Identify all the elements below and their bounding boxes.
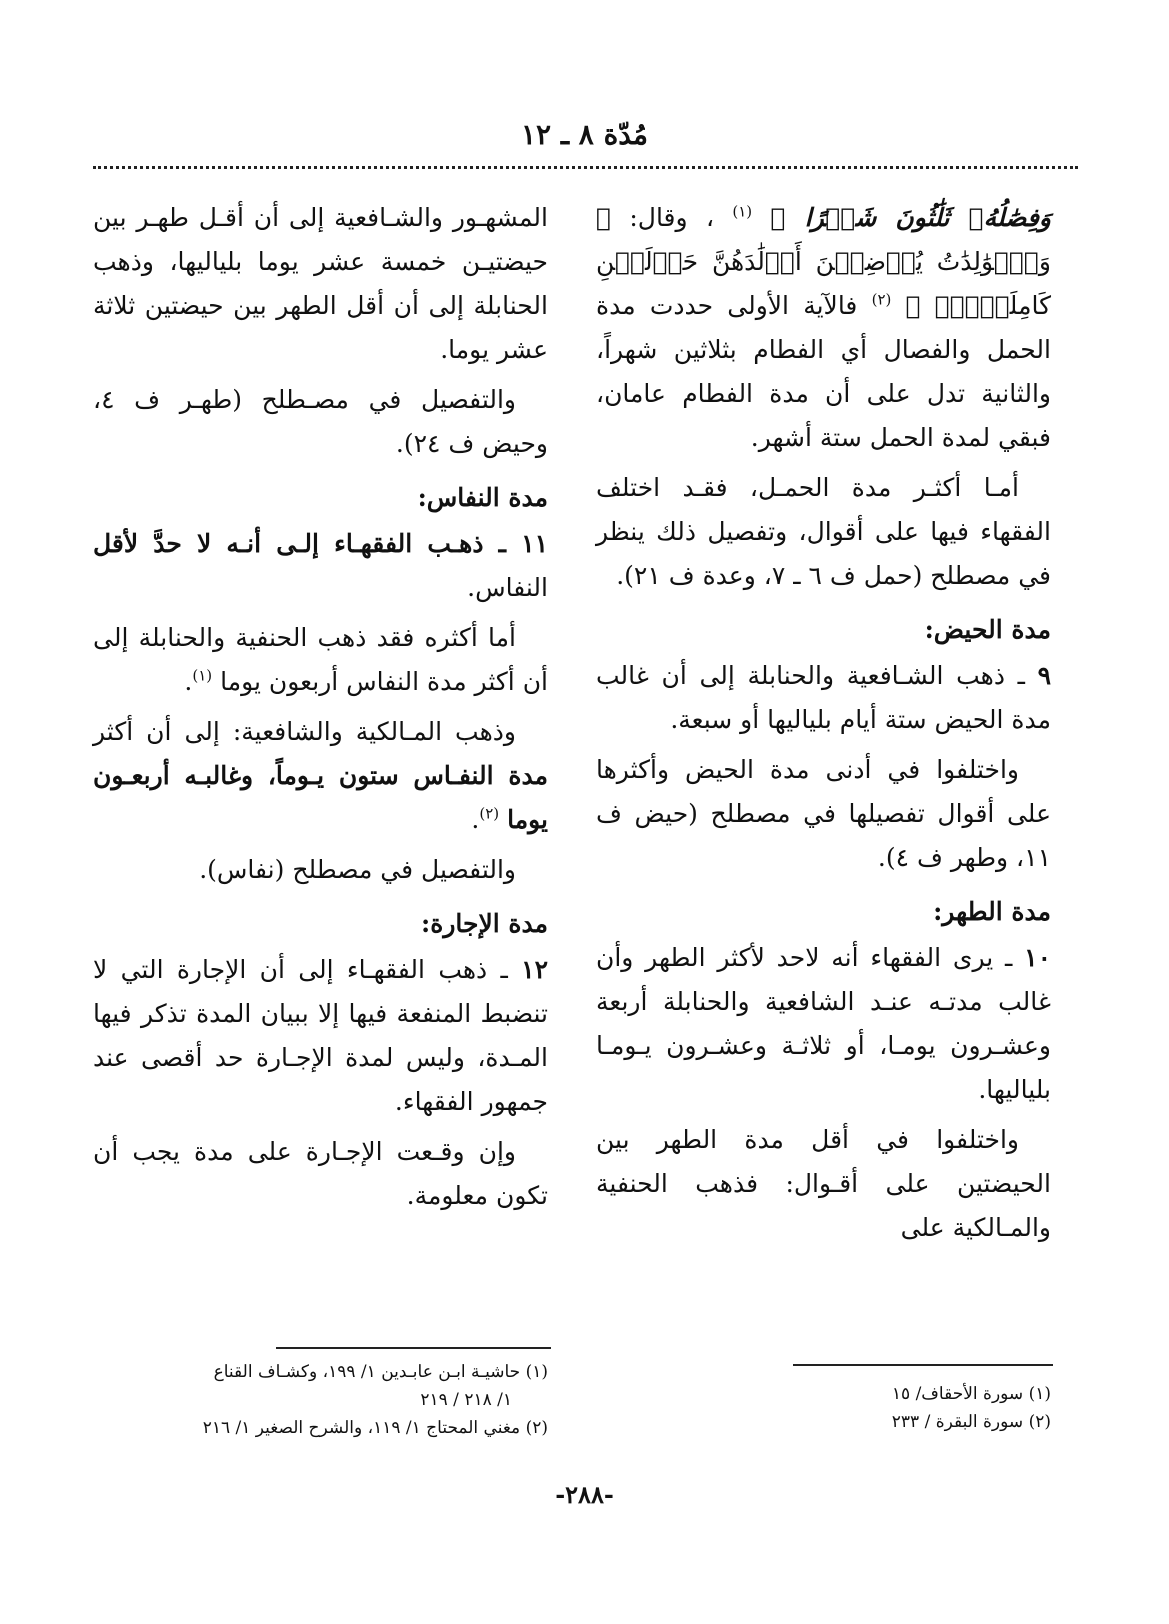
paragraph-text [93, 616, 548, 704]
paragraph-text: وإن وقـعت الإجـارة على مدة يجب أن تكون معلومة. [93, 1137, 548, 1210]
left-column [93, 196, 548, 1224]
paragraph-text: أمـا أكثـر مدة الحمـل، فقـد اختلف الفقهاء فيها على أقوال، وتفصيل ذلك ينظر في مصطلح (حمل ف ٦ ـ ٧، وعدة ف ٢١). [596, 473, 1051, 590]
section-heading-hayd: مدة الحيض: [924, 615, 1051, 644]
footnote-item-continuation: ١/ ٢١٨ / ٢١٩ [420, 1390, 512, 1410]
paragraph-text: . [184, 667, 193, 696]
paragraph-quran-verses [596, 196, 1051, 460]
paragraph-text: النفاس. [467, 573, 548, 602]
numbered-paragraph [596, 936, 1051, 1112]
paragraph-text: مدة النفـاس ستون يـوماً، وغالبـه أربعـون يوما [93, 761, 548, 834]
paragraph-text: واختلفوا في أقل مدة الطهر بين الحيضتين على أقـوال: فذهب الحنفية والمـالكية على [596, 1125, 1051, 1242]
footnote-item: (١) حاشيـة ابـن عابـدين ١/ ١٩٩، وكشـاف القناع [213, 1362, 548, 1382]
paragraph-text: فالآية الأولى حددت مدة الحمل والفصال أي الفطام بثلاثين شهراً، والثانية تدل على أن مدة الفطام عامان، فبقي لمدة الحمل ستة أشهر. [596, 291, 1051, 452]
page-header-title: مُدّة ٨ ـ ١٢ [521, 118, 648, 151]
margin-speck [1136, 146, 1144, 150]
paragraph-text: واختلفوا في أدنى مدة الحيض وأكثرها على أقوال تفصيلها في مصطلح (حيض ف ١١، وطهر ف ٤). [596, 755, 1051, 872]
footnote-ref: (١) [192, 666, 213, 685]
paragraph-text [93, 710, 548, 842]
paragraph-text: أما أكثره فقد ذهب الحنفية والحنابلة إلى أن أكثر مدة النفاس أربعون يوما [93, 623, 548, 696]
paragraph-text: . [471, 805, 480, 834]
footnotes-left [93, 1358, 548, 1442]
page-number: -٢٨٨- [555, 1480, 614, 1509]
footnote-ref: (١) [732, 202, 753, 221]
paragraph-text: والتفصيل في مصـطلح (طهـر ف ٤، وحيض ف ٢٤). [93, 385, 548, 458]
header-dotted-rule [93, 166, 1078, 169]
section-heading-ijara: مدة الإجارة: [421, 909, 548, 938]
numbered-paragraph [93, 522, 548, 610]
paragraph-number: ١٠ [1024, 943, 1051, 972]
section-heading-nifas: مدة النفاس: [417, 483, 548, 512]
paragraph-number: ١١ [521, 529, 548, 558]
section-heading-tuhr: مدة الطهر: [933, 897, 1051, 926]
footnote-item: (١) سورة الأحقاف/ ١٥ [891, 1384, 1051, 1404]
paragraph-text: ـ يرى الفقهاء أنه لاحد لأكثر الطهر وأن غالب مدتـه عنـد الشافعية والحنابلة أربعة وعشـرون يومـا، أو ثلاثـة وعشـرون يـومـا بلياليها. [596, 943, 1051, 1104]
right-column [596, 196, 1051, 1256]
paragraph-text: وذهب المـالكية والشافعية: إلى أن أكثر [93, 717, 516, 746]
numbered-paragraph [93, 948, 548, 1124]
quran-verse-baqara: ، وقال: ﴿ وَٱلۡوَٰلِدَٰتُ يُرۡضِعۡنَ أَوۡلَٰدَهُنَّ حَوۡلَيۡنِ كَامِلَيۡنِۖ ﴾ [596, 203, 1051, 320]
quran-verse-ahqaf: وَفِصَٰلُهُۥ ثَلَٰثُونَ شَهۡرًا ﴾ [770, 203, 1051, 232]
paragraph-number: ٩ [1037, 661, 1051, 690]
paragraph-text: ـ ذهب الشـافعية والحنابلة إلى أن غالب مدة الحيض ستة أيام بلياليها أو سبعة. [596, 661, 1051, 734]
footnote-divider [793, 1364, 1053, 1366]
footnotes-right [596, 1380, 1051, 1436]
footnote-divider [276, 1347, 551, 1349]
footnote-item: (٢) مغني المحتاج ١/ ١١٩، والشرح الصغير ١/ ٢١٦ [202, 1418, 548, 1438]
paragraph-number: ١٢ [521, 955, 548, 984]
paragraph-text: ـ ذهب الفقهـاء إلى أن الإجارة التي لا تنضبط المنفعة فيها إلا ببيان المدة تذكر فيها المـدة، وليس لمدة الإجـارة حد أقصى عند جمهور الفقهاء. [93, 955, 548, 1116]
footnote-item: (٢) سورة البقرة / ٢٣٣ [891, 1412, 1051, 1432]
footnote-ref: (٢) [479, 804, 500, 823]
paragraph-text: والتفصيل في مصطلح (نفاس). [199, 855, 516, 884]
numbered-paragraph [596, 654, 1051, 742]
paragraph-text: ـ ذهـب الفقهـاء إلـى أنـه لا حدَّ لأقل [93, 529, 522, 558]
paragraph-text: المشهـور والشـافعية إلى أن أقـل طهـر بين حيضتيـن خمسة عشر يوما بلياليها، وذهب الحنابلة إلى أن أقل الطهر بين حيضتين ثلاثة عشر يوما. [93, 203, 548, 364]
footnote-ref: (٢) [871, 290, 892, 309]
